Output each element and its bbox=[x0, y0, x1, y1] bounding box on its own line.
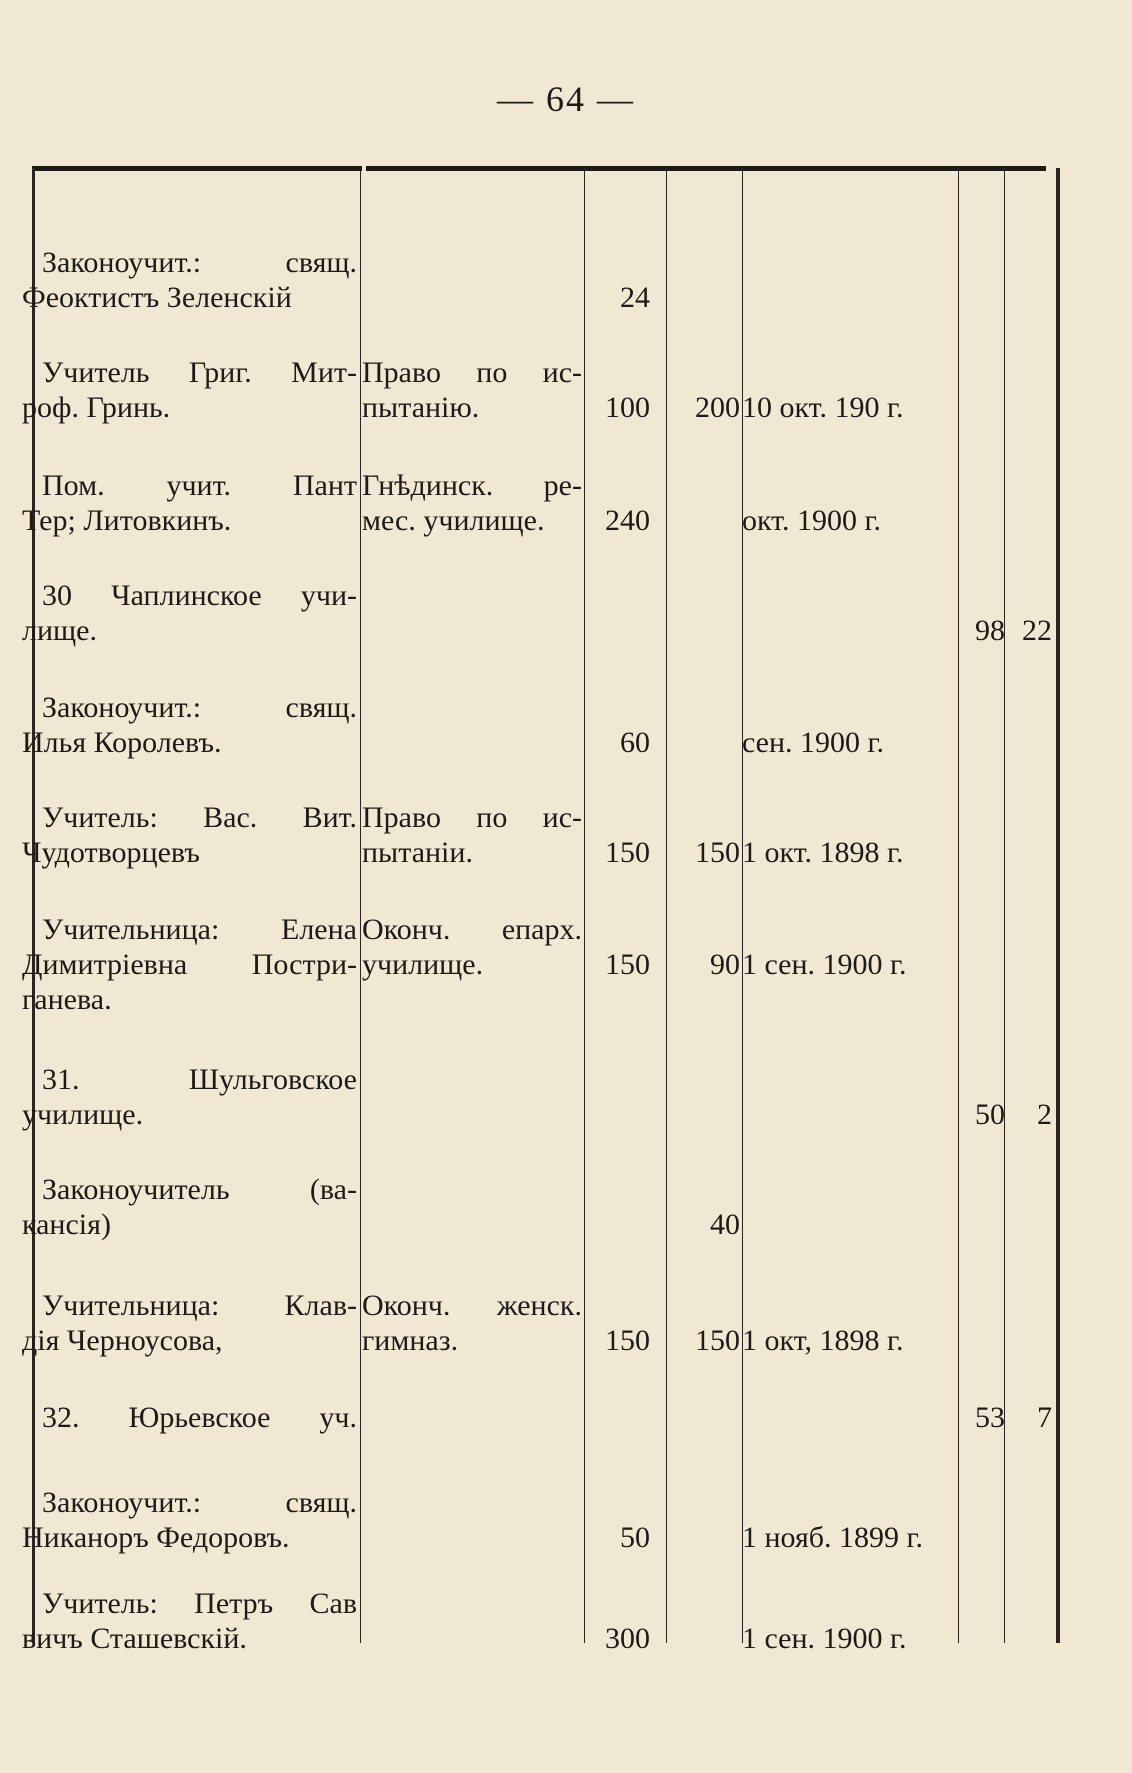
allowance-value: 200 bbox=[695, 391, 740, 424]
entry-name-line: Пом. учит. Пант bbox=[42, 469, 357, 502]
table-top-rule bbox=[366, 166, 1046, 171]
entry-name-line: Чудотворцевъ bbox=[22, 836, 200, 869]
allowance-value: 150 bbox=[695, 836, 740, 869]
boys-count: 53 bbox=[975, 1401, 1005, 1434]
girls-count: 22 bbox=[1022, 614, 1052, 647]
qualification bbox=[362, 355, 582, 425]
entry-name-line: лище. bbox=[22, 614, 97, 647]
table-top-rule bbox=[32, 166, 362, 171]
service-date: 1 окт. 1898 г. bbox=[742, 836, 904, 869]
qualification-line: пытанію. bbox=[362, 391, 480, 424]
qualification-line: Право по ис- bbox=[362, 801, 582, 834]
allowance-value: 40 bbox=[710, 1208, 740, 1241]
entry-name-line: Учительница: Клав- bbox=[42, 1289, 357, 1322]
service-date: 1 окт, 1898 г. bbox=[742, 1324, 904, 1357]
entry-name bbox=[22, 1485, 357, 1555]
qualification-line: пытаніи. bbox=[362, 836, 473, 869]
entry-name-line: Законоучит.: свящ. bbox=[42, 691, 357, 724]
entry-name-line: Феоктистъ Зеленскій bbox=[22, 281, 292, 314]
entry-name bbox=[22, 690, 357, 760]
page-number: — 64 — bbox=[497, 79, 635, 119]
service-date: 10 окт. 190 г. bbox=[742, 391, 904, 424]
column-divider bbox=[666, 168, 667, 1643]
qualification-line: Оконч. женск. bbox=[362, 1289, 582, 1322]
qualification bbox=[362, 800, 582, 870]
entry-name-line: Никаноръ Федоровъ. bbox=[22, 1521, 290, 1554]
qualification bbox=[362, 1288, 582, 1358]
entry-name-line: Тер; Литовкинъ. bbox=[22, 504, 232, 537]
boys-count: 98 bbox=[975, 614, 1005, 647]
entry-name bbox=[22, 468, 357, 538]
column-divider bbox=[1056, 168, 1060, 1643]
entry-name bbox=[22, 1586, 357, 1656]
qualification-line: училище. bbox=[362, 948, 484, 981]
entry-name-line: ганева. bbox=[22, 983, 112, 1016]
salary-value: 100 bbox=[605, 391, 650, 424]
entry-name-line: училище. bbox=[22, 1098, 144, 1131]
allowance-value: 90 bbox=[710, 948, 740, 981]
service-date: 1 сен. 1900 г. bbox=[742, 1622, 907, 1655]
qualification-line: Право по ис- bbox=[362, 356, 582, 389]
entry-name-line: 31. Шульговское bbox=[42, 1063, 357, 1096]
salary-value: 240 bbox=[605, 504, 650, 537]
entry-name-line: 30 Чаплинское учи- bbox=[42, 579, 357, 612]
service-date: сен. 1900 г. bbox=[742, 726, 884, 759]
entry-name bbox=[22, 245, 357, 315]
girls-count: 7 bbox=[1037, 1401, 1052, 1434]
girls-count: 2 bbox=[1037, 1098, 1052, 1131]
salary-value: 50 bbox=[620, 1521, 650, 1554]
salary-value: 150 bbox=[605, 836, 650, 869]
entry-name-line: Законоучит.: свящ. bbox=[42, 246, 357, 279]
entry-name-line: Законоучит.: свящ. bbox=[42, 1486, 357, 1519]
column-divider bbox=[360, 168, 361, 1643]
entry-name bbox=[22, 1062, 357, 1132]
entry-name-line: кансія) bbox=[22, 1208, 111, 1241]
qualification bbox=[362, 912, 582, 982]
qualification bbox=[362, 468, 582, 538]
salary-value: 300 bbox=[605, 1622, 650, 1655]
service-date: 1 сен. 1900 г. bbox=[742, 948, 907, 981]
boys-count: 50 bbox=[975, 1098, 1005, 1131]
salary-value: 150 bbox=[605, 948, 650, 981]
entry-name bbox=[22, 1400, 357, 1435]
entry-name-line: роф. Гринь. bbox=[22, 391, 171, 424]
salary-value: 60 bbox=[620, 726, 650, 759]
qualification-line: Гнѣдинск. ре- bbox=[362, 469, 582, 502]
entry-name bbox=[22, 1288, 357, 1358]
entry-name bbox=[22, 800, 357, 870]
entry-name bbox=[22, 1172, 357, 1242]
qualification-line: Оконч. епарх. bbox=[362, 913, 582, 946]
entry-name-line: дія Черноусова, bbox=[22, 1324, 223, 1357]
entry-name-line: вичъ Сташевскій. bbox=[22, 1622, 247, 1655]
qualification-line: гимназ. bbox=[362, 1324, 459, 1357]
salary-value: 24 bbox=[620, 281, 650, 314]
entry-name-line: Законоучитель (ва- bbox=[42, 1173, 357, 1206]
entry-name bbox=[22, 578, 357, 648]
qualification-line: мес. училище. bbox=[362, 504, 545, 537]
entry-name-line: Учитель: Вас. Вит. bbox=[42, 801, 357, 834]
entry-name bbox=[22, 355, 357, 425]
entry-name-line: Учительница: Елена bbox=[42, 913, 357, 946]
entry-name-line: Илья Королевъ. bbox=[22, 726, 222, 759]
entry-name-line: 32. Юрьевское уч. bbox=[42, 1401, 357, 1434]
salary-value: 150 bbox=[605, 1324, 650, 1357]
service-date: окт. 1900 г. bbox=[742, 504, 881, 537]
entry-name-line: Учитель: Петръ Сав bbox=[42, 1587, 357, 1620]
entry-name-line: Учитель Григ. Мит- bbox=[42, 356, 357, 389]
service-date: 1 нояб. 1899 г. bbox=[742, 1521, 923, 1554]
entry-name-line: Димитріевна Постри- bbox=[22, 948, 357, 981]
entry-name bbox=[22, 912, 357, 1017]
allowance-value: 150 bbox=[695, 1324, 740, 1357]
